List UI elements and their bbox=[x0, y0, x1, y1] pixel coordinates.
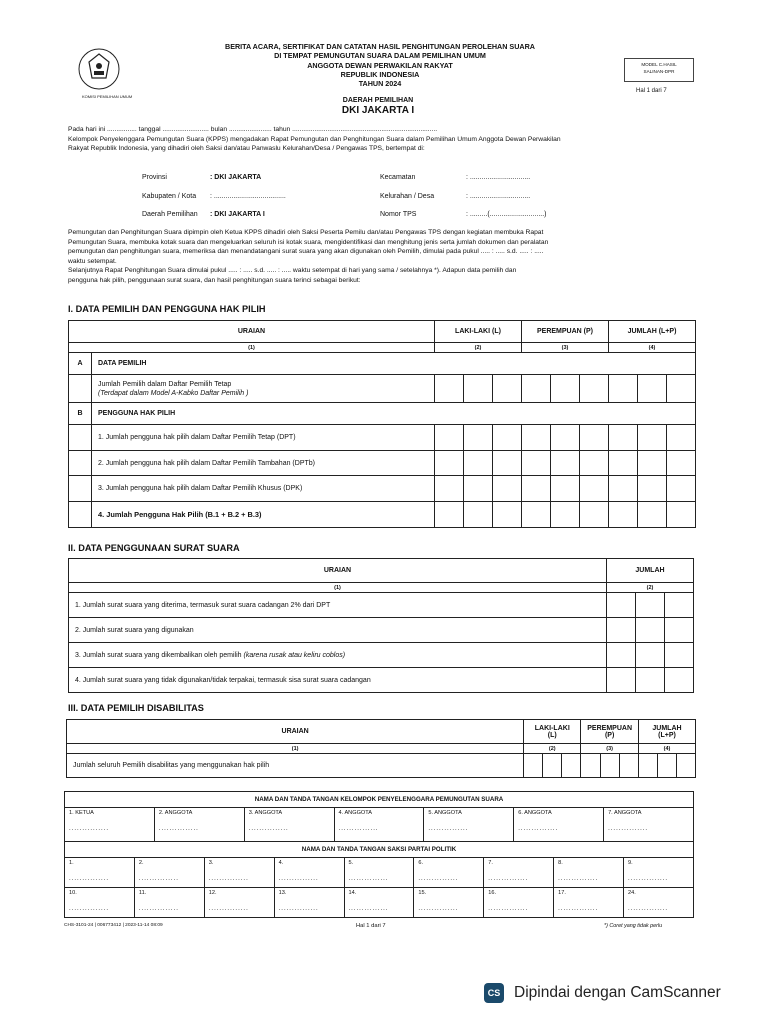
signature-dots: ............... bbox=[558, 876, 599, 882]
signature-cell[interactable] bbox=[344, 858, 414, 888]
digit-box[interactable] bbox=[665, 668, 694, 693]
signature-number: 15. bbox=[418, 890, 427, 896]
col-number: (2) bbox=[524, 744, 581, 754]
signature-dots: ............... bbox=[69, 876, 110, 882]
signature-role: 5. ANGGOTA bbox=[428, 810, 462, 816]
section-2-title: II. DATA PENGGUNAAN SURAT SUARA bbox=[68, 543, 240, 553]
header-line: DI TEMPAT PEMUNGUTAN SUARA DALAM PEMILIHAN UMUM bbox=[274, 51, 486, 61]
signature-role: 6. ANGGOTA bbox=[518, 810, 552, 816]
signature-dots: ............... bbox=[248, 826, 289, 832]
kelurahan-value: : ............................... bbox=[466, 193, 531, 200]
digit-box[interactable] bbox=[464, 425, 493, 451]
footer-note: *) Coret yang tidak perlu bbox=[604, 923, 663, 929]
digit-box[interactable] bbox=[522, 375, 551, 403]
digit-box[interactable] bbox=[524, 754, 543, 778]
digit-box[interactable] bbox=[607, 668, 636, 693]
row-letter: B bbox=[69, 403, 92, 425]
signature-dots: ............... bbox=[348, 876, 389, 882]
digit-box[interactable] bbox=[609, 375, 638, 403]
digit-box[interactable] bbox=[493, 375, 522, 403]
signature-cell[interactable] bbox=[154, 808, 244, 842]
kabupaten-value: : ..................................... bbox=[210, 193, 286, 200]
signature-cell[interactable] bbox=[624, 888, 694, 918]
signature-cell[interactable] bbox=[65, 888, 135, 918]
digit-box[interactable] bbox=[658, 754, 677, 778]
digit-box[interactable] bbox=[607, 593, 636, 618]
signature-dots: ............... bbox=[348, 906, 389, 912]
section-1-title: I. DATA PEMILIH DAN PENGGUNA HAK PILIH bbox=[68, 304, 266, 314]
digit-box[interactable] bbox=[667, 476, 696, 502]
signature-cell[interactable] bbox=[244, 808, 334, 842]
kpps-title: NAMA DAN TANDA TANGAN KELOMPOK PENYELENGGARA PEMUNGUTAN SUARA bbox=[65, 792, 694, 808]
digit-box[interactable] bbox=[607, 643, 636, 668]
camscanner-icon: CS bbox=[484, 983, 504, 1003]
signature-role: 2. ANGGOTA bbox=[158, 810, 193, 816]
kpu-logo bbox=[76, 46, 122, 92]
signature-cell[interactable] bbox=[414, 888, 484, 918]
col-jumlah: JUMLAH bbox=[607, 559, 694, 583]
kpps-signature-table bbox=[64, 791, 694, 842]
signature-dots: ............... bbox=[69, 826, 110, 832]
col-jumlah: JUMLAH (L+P) bbox=[609, 321, 696, 343]
col-number: (2) bbox=[607, 583, 694, 593]
signature-cell[interactable] bbox=[334, 808, 424, 842]
digit-box[interactable] bbox=[551, 476, 580, 502]
signature-cell[interactable] bbox=[414, 858, 484, 888]
digit-box[interactable] bbox=[522, 502, 551, 528]
camscanner-text: Dipindai dengan CamScanner bbox=[514, 984, 721, 1001]
digit-box[interactable] bbox=[493, 451, 522, 476]
disability-table bbox=[66, 719, 696, 778]
col-number: (1) bbox=[69, 583, 607, 593]
digit-box[interactable] bbox=[636, 668, 665, 693]
signature-number: 2. bbox=[138, 860, 144, 866]
digit-box[interactable] bbox=[464, 375, 493, 403]
kelurahan-label: Kelurahan / Desa bbox=[380, 193, 435, 200]
digit-box[interactable] bbox=[543, 754, 562, 778]
digit-box[interactable] bbox=[638, 375, 667, 403]
col-laki: LAKI-LAKI (L) bbox=[524, 720, 581, 744]
digit-box[interactable] bbox=[607, 618, 636, 643]
signature-dots: ............... bbox=[418, 876, 459, 882]
digit-box[interactable] bbox=[435, 476, 464, 502]
kecamatan-label: Kecamatan bbox=[380, 174, 416, 181]
row-letter: A bbox=[69, 353, 92, 375]
digit-box[interactable] bbox=[580, 451, 609, 476]
signature-cell[interactable] bbox=[274, 888, 344, 918]
row-note: (Terdapat dalam Model A-Kabko Daftar Pemilih ) bbox=[98, 389, 249, 397]
digit-box[interactable] bbox=[665, 643, 694, 668]
col-uraian: URAIAN bbox=[69, 559, 607, 583]
signature-role: 3. ANGGOTA bbox=[248, 810, 283, 816]
model-box-line: MODEL C.HASIL bbox=[641, 62, 677, 67]
table-row: 2. Jumlah pengguna hak pilih dalam Daftar Pemilih Tambahan (DPTb) bbox=[92, 451, 435, 476]
signature-number: 14. bbox=[348, 890, 357, 896]
row-label: 3. Jumlah surat suara yang dikembalikan oleh pemilih bbox=[75, 651, 242, 659]
signature-cell[interactable] bbox=[204, 858, 274, 888]
signature-number: 10. bbox=[69, 890, 77, 896]
signature-number: 4. bbox=[278, 860, 284, 866]
signature-dots: ............... bbox=[628, 906, 669, 912]
kabupaten-label: Kabupaten / Kota bbox=[142, 193, 197, 200]
signature-number: 12. bbox=[208, 890, 217, 896]
table-row: Jumlah seluruh Pemilih disabilitas yang menggunakan hak pilih bbox=[67, 754, 524, 778]
digit-box[interactable] bbox=[609, 425, 638, 451]
digit-box[interactable] bbox=[636, 593, 665, 618]
col-uraian: URAIAN bbox=[67, 720, 524, 744]
tps-label: Nomor TPS bbox=[380, 211, 417, 218]
intro-paragraph bbox=[68, 125, 700, 154]
provinsi-label: Provinsi bbox=[142, 174, 167, 181]
signature-dots: ............... bbox=[518, 826, 559, 832]
digit-box[interactable] bbox=[677, 754, 696, 778]
signature-number: 16. bbox=[488, 890, 497, 896]
table-row: 4. Jumlah surat suara yang tidak digunakan/tidak terpakai, termasuk sisa surat suara cadangan bbox=[69, 668, 607, 693]
digit-box[interactable] bbox=[581, 754, 600, 778]
camscanner-watermark bbox=[484, 983, 721, 1003]
signature-number: 6. bbox=[418, 860, 424, 866]
digit-box[interactable] bbox=[667, 425, 696, 451]
signature-cell[interactable] bbox=[604, 808, 694, 842]
section-3-title: III. DATA PEMILIH DISABILITAS bbox=[68, 703, 204, 713]
signature-cell[interactable] bbox=[484, 858, 554, 888]
process-line: Pemungutan dan Penghitungan Suara dipimpin oleh Ketua KPPS dihadiri oleh Saksi Peserta Pemilu dan/atau Pengawas TPS dengan kegiatan membuka Rapat bbox=[68, 229, 544, 236]
digit-box[interactable] bbox=[435, 451, 464, 476]
signature-dots: ............... bbox=[208, 876, 249, 882]
signature-number: 11. bbox=[138, 890, 147, 896]
signature-dots: ............... bbox=[138, 906, 179, 912]
digit-box[interactable] bbox=[580, 502, 609, 528]
process-line: pemungutan dan penghitungan suara, memeriksa dan menandatangani surat suara yang akan digunakan oleh Pemilih, dimulai pada pukul ..... : ..... s.d. ..... : ..... bbox=[68, 248, 544, 256]
saksi-title: NAMA DAN TANDA TANGAN SAKSI PARTAI POLITIK bbox=[65, 842, 694, 858]
document-header bbox=[170, 42, 590, 88]
signature-number: 17. bbox=[558, 890, 566, 896]
signature-cell[interactable] bbox=[484, 888, 554, 918]
digit-box[interactable] bbox=[435, 425, 464, 451]
digit-box[interactable] bbox=[667, 375, 696, 403]
kecamatan-value: : ............................... bbox=[466, 174, 531, 181]
signature-number: 5. bbox=[348, 860, 354, 866]
digit-box[interactable] bbox=[638, 425, 667, 451]
process-line: Pemungutan Suara, membuka kotak suara dan mengeluarkan seluruh isi kotak suara, mengidentifikasi dan menghitung jenis serta jumlah dokumen dan peralatan bbox=[68, 238, 549, 246]
digit-box[interactable] bbox=[493, 425, 522, 451]
digit-box[interactable] bbox=[435, 502, 464, 528]
digit-box[interactable] bbox=[665, 593, 694, 618]
table-row: 4. Jumlah Pengguna Hak Pilih (B.1 + B.2 + B.3) bbox=[92, 502, 435, 528]
signature-number: 24. bbox=[628, 890, 636, 896]
header-line: BERITA ACARA, SERTIFIKAT DAN CATATAN HASIL PENGHITUNGAN PEROLEHAN SUARA bbox=[225, 42, 535, 51]
signature-cell[interactable] bbox=[344, 888, 414, 918]
signature-number: 8. bbox=[558, 860, 563, 866]
col-perempuan: PEREMPUAN (P) bbox=[581, 720, 639, 744]
digit-box[interactable] bbox=[667, 502, 696, 528]
digit-box[interactable] bbox=[636, 643, 665, 668]
header-line: TAHUN 2024 bbox=[358, 79, 402, 89]
signature-role: 4. ANGGOTA bbox=[338, 810, 372, 816]
digit-box[interactable] bbox=[522, 476, 551, 502]
col-uraian: URAIAN bbox=[69, 321, 435, 343]
process-paragraph bbox=[68, 228, 700, 286]
digit-box[interactable] bbox=[580, 425, 609, 451]
signature-cell[interactable] bbox=[134, 858, 204, 888]
signature-dots: ............... bbox=[628, 876, 669, 882]
digit-box[interactable] bbox=[580, 375, 609, 403]
digit-box[interactable] bbox=[551, 451, 580, 476]
digit-box[interactable] bbox=[464, 476, 493, 502]
intro-line: Pada hari ini ................ tanggal ......................... bulan ....................... tahun .............................................................................. bbox=[68, 126, 438, 133]
signature-cell[interactable] bbox=[514, 808, 604, 842]
signature-cell[interactable] bbox=[65, 858, 135, 888]
signature-dots: ............... bbox=[158, 826, 199, 832]
col-number: (3) bbox=[581, 744, 639, 754]
row-label: Jumlah Pemilih dalam Daftar Pemilih Tetap bbox=[98, 380, 232, 388]
digit-box[interactable] bbox=[493, 502, 522, 528]
digit-box[interactable] bbox=[551, 375, 580, 403]
signature-dots: ............... bbox=[138, 876, 179, 882]
signature-role: 1. KETUA bbox=[69, 810, 94, 816]
signature-dots: ............... bbox=[278, 906, 319, 912]
logo-caption: KOMISI PEMILIHAN UMUM bbox=[82, 94, 133, 99]
saksi-signature-table bbox=[64, 841, 694, 918]
signature-dots: ............... bbox=[488, 906, 529, 912]
row-title: PENGGUNA HAK PILIH bbox=[92, 403, 696, 425]
voter-data-table bbox=[68, 320, 696, 528]
process-line: pengguna hak pilih, penggunaan surat suara, dan hasil penghitungan suara terinci sebagai berikut: bbox=[68, 276, 361, 284]
signature-dots: ............... bbox=[208, 906, 249, 912]
table-row: 1. Jumlah pengguna hak pilih dalam Daftar Pemilih Tetap (DPT) bbox=[92, 425, 435, 451]
signature-dots: ............... bbox=[278, 876, 319, 882]
signature-number: 7. bbox=[488, 860, 493, 866]
signature-dots: ............... bbox=[428, 826, 469, 832]
digit-box[interactable] bbox=[435, 375, 464, 403]
signature-cell[interactable] bbox=[554, 858, 624, 888]
signature-number: 9. bbox=[628, 860, 633, 866]
area-label: DAERAH PEMILIHAN bbox=[342, 97, 414, 104]
signature-role: 7. ANGGOTA bbox=[608, 810, 642, 816]
digit-box[interactable] bbox=[600, 754, 619, 778]
digit-box[interactable] bbox=[493, 476, 522, 502]
digit-box[interactable] bbox=[665, 618, 694, 643]
signature-cell[interactable] bbox=[554, 888, 624, 918]
footer-page: Hal 1 dari 7 bbox=[356, 923, 386, 929]
row-title: DATA PEMILIH bbox=[92, 353, 696, 375]
signature-cell[interactable] bbox=[65, 808, 155, 842]
digit-box[interactable] bbox=[609, 451, 638, 476]
digit-box[interactable] bbox=[609, 476, 638, 502]
col-number: (2) bbox=[435, 343, 522, 353]
header-line: ANGGOTA DEWAN PERWAKILAN RAKYAT bbox=[307, 60, 453, 70]
signature-dots: ............... bbox=[338, 826, 379, 832]
digit-box[interactable] bbox=[638, 451, 667, 476]
signature-dots: ............... bbox=[558, 906, 599, 912]
signature-dots: ............... bbox=[69, 906, 110, 912]
digit-box[interactable] bbox=[667, 451, 696, 476]
signature-cell[interactable] bbox=[204, 888, 274, 918]
col-number: (3) bbox=[522, 343, 609, 353]
page-indicator: Hal 1 dari 7 bbox=[636, 88, 667, 94]
row-note: (karena rusak atau keliru coblos) bbox=[243, 651, 346, 659]
table-row: 2. Jumlah surat suara yang digunakan bbox=[69, 618, 607, 643]
dapil-label: Daerah Pemilihan bbox=[142, 211, 198, 218]
digit-box[interactable] bbox=[636, 618, 665, 643]
digit-box[interactable] bbox=[522, 425, 551, 451]
digit-box[interactable] bbox=[464, 502, 493, 528]
col-number: (4) bbox=[639, 744, 696, 754]
table-row bbox=[69, 643, 607, 668]
signature-number: 13. bbox=[278, 890, 287, 896]
signature-dots: ............... bbox=[608, 826, 649, 832]
digit-box[interactable] bbox=[639, 754, 658, 778]
col-laki: LAKI-LAKI (L) bbox=[435, 321, 522, 343]
signature-dots: ............... bbox=[488, 876, 529, 882]
signature-cell[interactable] bbox=[134, 888, 204, 918]
signature-cell[interactable] bbox=[274, 858, 344, 888]
signature-number: 1. bbox=[69, 860, 74, 866]
intro-line: Rakyat Republik Indonesia, yang dihadiri oleh Saksi dan/atau Panwaslu Kelurahan/Desa / Pengawas TPS, bertempat di: bbox=[68, 145, 425, 153]
signature-dots: ............... bbox=[418, 906, 459, 912]
ballot-usage-table bbox=[68, 558, 694, 693]
digit-box[interactable] bbox=[562, 754, 581, 778]
digit-box[interactable] bbox=[619, 754, 638, 778]
process-line: waktu setempat. bbox=[68, 257, 117, 265]
digit-box[interactable] bbox=[580, 476, 609, 502]
intro-line: Kelompok Penyelenggara Pemungutan Suara (KPPS) mengadakan Rapat Pemungutan dan Penghitungan Suara dalam Pemilihan Umum Anggota Dewan Perwakilan bbox=[68, 135, 561, 143]
signature-number: 3. bbox=[208, 860, 214, 866]
col-number: (1) bbox=[67, 744, 524, 754]
header-line: REPUBLIK INDONESIA bbox=[340, 69, 420, 79]
digit-box[interactable] bbox=[638, 476, 667, 502]
col-number: (4) bbox=[609, 343, 696, 353]
signature-cell[interactable] bbox=[424, 808, 514, 842]
area-value: DKI JAKARTA I bbox=[341, 105, 415, 116]
digit-box[interactable] bbox=[638, 502, 667, 528]
digit-box[interactable] bbox=[551, 502, 580, 528]
digit-box[interactable] bbox=[609, 502, 638, 528]
process-line: Selanjutnya Rapat Penghitungan Suara dimulai pukul ..... : ..... s.d. ..... : ..... waktu setempat di hari yang sama / setelahnya *). Adapun data pemilih dan bbox=[68, 267, 517, 275]
table-row: 1. Jumlah surat suara yang diterima, termasuk surat suara cadangan 2% dari DPT bbox=[69, 593, 607, 618]
provinsi-value: : DKI JAKARTA bbox=[210, 174, 262, 181]
col-number: (1) bbox=[69, 343, 435, 353]
dapil-value: : DKI JAKARTA I bbox=[210, 211, 265, 218]
table-row: 3. Jumlah pengguna hak pilih dalam Daftar Pemilih Khusus (DPK) bbox=[92, 476, 435, 502]
footer-code: CHS-3101-24 | 006773412 | 2023-11-14 08:09 bbox=[64, 923, 163, 928]
table-row bbox=[92, 375, 435, 403]
model-box bbox=[624, 58, 694, 82]
digit-box[interactable] bbox=[551, 425, 580, 451]
digit-box[interactable] bbox=[464, 451, 493, 476]
signature-cell[interactable] bbox=[624, 858, 694, 888]
col-perempuan: PEREMPUAN (P) bbox=[522, 321, 609, 343]
model-box-line: SALINAN-DPR bbox=[643, 69, 675, 74]
digit-box[interactable] bbox=[522, 451, 551, 476]
col-jumlah: JUMLAH (L+P) bbox=[639, 720, 696, 744]
tps-value: : .........(............................) bbox=[466, 211, 547, 218]
